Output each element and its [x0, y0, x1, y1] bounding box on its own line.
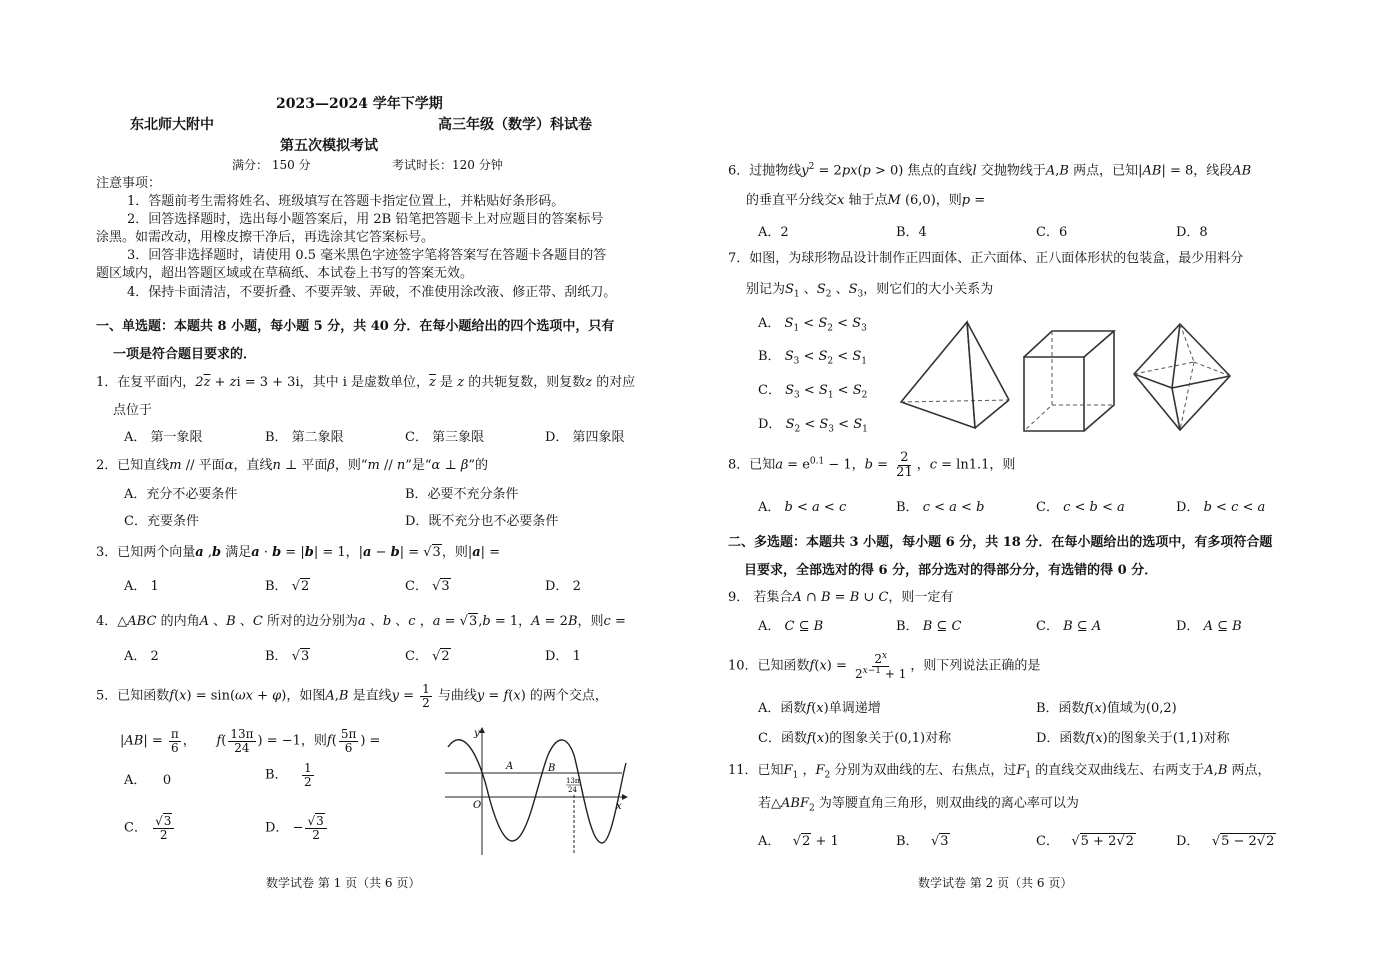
q6-stem-cont: 的垂直平分线交x 轴于点M (6,0)，则p =	[746, 193, 986, 208]
section-2-heading: 二、多选题：本题共 3 小题，每小题 6 分，共 18 分．在每小题给出的选项中，有多项符合题	[728, 535, 1273, 550]
q7-option-a: A． $S_1 < S_2 < S_3$	[758, 316, 867, 334]
q5-option-c: C． $\frac{√3}{2}$	[124, 815, 176, 841]
q6-option-c: C．6	[1036, 225, 1068, 240]
notes-title: 注意事项：	[96, 176, 162, 191]
q4-stem: 4．△ABC 的内角A 、B 、C 所对的边分别为a 、b 、c ，a = √3,b = 1，A = 2B，则c =	[96, 614, 626, 629]
q1-option-b: B． 第二象限	[265, 430, 344, 445]
q4-option-c: C． √2	[405, 649, 450, 664]
q9-option-d: D． A ⊆ B	[1176, 619, 1242, 634]
q5-option-d: D． − $\frac{√3}{2}$	[265, 815, 329, 841]
q9-option-c: C． B ⊆ A	[1036, 619, 1102, 634]
q2-option-a: A．充分不必要条件	[124, 487, 238, 502]
q6-option-a: A．2	[758, 225, 789, 240]
q5-graph-origin: O	[473, 800, 482, 811]
note-2-cont: 涂黑。如需改动，用橡皮擦干净后，再选涂其它答案标号。	[96, 230, 435, 245]
q9-stem: 9． 若集合A ∩ B = B ∪ C，则一定有	[728, 590, 954, 605]
q10-option-d: D．函数f(x)的图象关于(1,1)对称	[1036, 731, 1230, 746]
q5-graph-tick-num: 13π	[566, 777, 580, 785]
q2-option-d: D．既不充分也不必要条件	[405, 514, 559, 529]
q7-option-d: D． $S_2 < S_3 < S_1$	[758, 417, 868, 435]
q7-option-c: C． $S_3 < S_1 < S_2$	[758, 383, 868, 401]
note-3: 3．回答非选择题时，请使用 0.5 毫米黑色字迹签字笔将答案写在答题卡各题目的答	[127, 248, 607, 263]
q9-option-a: A． C ⊆ B	[758, 619, 824, 634]
cube-figure	[1020, 327, 1120, 437]
q3-option-b: B． √2	[265, 579, 310, 594]
section-1-heading: 一、单选题：本题共 8 小题，每小题 5 分，共 40 分．在每小题给出的四个选项中，只有	[96, 319, 615, 334]
q3-stem: 3．已知两个向量a ,b 满足a · b = |b| = 1，|a − b| = √3，则|a| =	[96, 545, 501, 560]
q2-stem: 2．已知直线m // 平面α，直线n ⊥ 平面β，则“m // n”是“α ⊥ β”的	[96, 458, 488, 473]
q3-option-d: D． 2	[545, 579, 581, 594]
q2-option-b: B．必要不充分条件	[405, 487, 519, 502]
q5-stem: 5．已知函数f(x) = sin(ωx + φ)，如图A,B 是直线y = $\frac{1}{2}$ 与曲线y = f(x) 的两个交点，	[96, 682, 608, 710]
tetrahedron-figure	[895, 318, 1015, 433]
q4-option-a: A． 2	[124, 649, 159, 664]
exam-subject: 高三年级（数学）科试卷	[438, 117, 592, 133]
q5-graph-point-a: A	[506, 761, 514, 772]
note-1: 1．答题前考生需将姓名、班级填写在答题卡指定位置上，并粘贴好条形码。	[127, 194, 565, 209]
section-1-heading-cont: 一项是符合题目要求的．	[113, 347, 257, 362]
q1-stem: 1．在复平面内，$2\overline{z}$ + zi = 3 + 3i，其中 i 是虚数单位，$\overline{z}$ 是 z 的共轭复数，则复数z 的对应	[96, 375, 636, 390]
note-4: 4．保持卡面清洁，不要折叠、不要弄皱、弄破，不准使用涂改液、修正带、刮纸刀。	[127, 285, 617, 300]
q8-option-a: A． b < a < c	[758, 500, 847, 515]
section-2-heading-cont: 目要求，全部选对的得 6 分，部分选对的得部分分，有选错的得 0 分．	[744, 563, 1158, 578]
q8-stem: 8．已知$a = e^{0.1} - 1$，b = $\frac{2}{21}$ ，c = ln1.1，则	[728, 450, 1016, 480]
q5-option-a: A． 0	[124, 773, 172, 788]
q6-option-b: B．4	[896, 225, 927, 240]
q6-stem: 6．过抛物线$y^2 = 2px(p > 0)$ 焦点的直线l 交抛物线于A,B 两点，已知|AB| = 8，线段AB	[728, 162, 1252, 179]
q10-stem: 10．已知函数f(x) = $\frac{2^x}{2^{x-1} + 1}$ ，则下列说法正确的是	[728, 651, 1041, 681]
q3-option-a: A． 1	[124, 579, 159, 594]
q11-option-b: B． √3	[896, 834, 949, 849]
footer-left: 数学试卷 第 1 页（共 6 页）	[266, 876, 421, 890]
q8-option-c: C． c < b < a	[1036, 500, 1125, 515]
exam-duration: 考试时长：120 分钟	[392, 158, 503, 172]
q4-option-b: B． √3	[265, 649, 310, 664]
q5-sine-graph	[440, 725, 630, 860]
q3-option-c: C． √3	[405, 579, 450, 594]
q4-option-d: D． 1	[545, 649, 581, 664]
q9-option-b: B． B ⊆ C	[896, 619, 962, 634]
full-score: 满分： 150 分	[232, 158, 311, 172]
q1-option-d: D． 第四象限	[545, 430, 625, 445]
q2-option-c: C．充要条件	[124, 514, 199, 529]
q1-option-c: C． 第三象限	[405, 430, 485, 445]
q11-option-c: C． √5 + 2√2	[1036, 834, 1134, 849]
q8-option-b: B． c < a < b	[896, 500, 985, 515]
q1-option-a: A． 第一象限	[124, 430, 203, 445]
q6-option-d: D．8	[1176, 225, 1208, 240]
q11-stem-cont: 若$\triangle ABF_2$ 为等腰直角三角形，则双曲线的离心率可以为	[758, 796, 1079, 814]
note-3-cont: 题区域内，超出答题区域或在草稿纸、本试卷上书写的答案无效。	[96, 266, 474, 281]
q7-stem: 7．如图，为球形物品设计制作正四面体、正六面体、正八面体形状的包装盒，最少用料分	[728, 251, 1244, 266]
note-2: 2．回答选择题时，选出每小题答案后，用 2B 铅笔把答题卡上对应题目的答案标号	[127, 212, 604, 227]
footer-right: 数学试卷 第 2 页（共 6 页）	[918, 876, 1073, 890]
q7-option-b: B． $S_3 < S_2 < S_1$	[758, 349, 867, 367]
q1-stem-cont: 点位于	[113, 403, 153, 418]
q5-graph-y-label: y	[474, 728, 480, 739]
octahedron-figure	[1130, 320, 1240, 435]
q10-option-a: A．函数f(x)单调递增	[758, 701, 881, 716]
q5-option-b: B． $\frac{1}{2}$	[265, 761, 312, 789]
q11-option-a: A． √2 + 1	[758, 834, 839, 849]
school-name: 东北师大附中	[130, 117, 214, 133]
exam-year: 2023—2024 学年下学期	[276, 96, 443, 112]
q10-option-b: B．函数f(x)值域为(0,2)	[1036, 701, 1177, 716]
q11-stem: 11．已知$F_1$ ，$F_2$ 分别为双曲线的左、右焦点，过$F_1$ 的直线交双曲线左、右两支于A,B 两点，	[728, 763, 1271, 781]
q5-graph-tick-den: 24	[568, 786, 577, 794]
q5-stem-cont: |AB| = $\frac{\pi}{6}$ ， f( $\frac{13\pi}{24}$ ) = −1，则f( $\frac{5\pi}{6}$ ) =	[120, 727, 381, 755]
q7-stem-cont: 别记为$S_1$ 、$S_2$ 、$S_3$，则它们的大小关系为	[746, 282, 994, 300]
q5-graph-point-b: B	[548, 763, 556, 774]
q8-option-d: D． b < c < a	[1176, 500, 1266, 515]
q11-option-d: D． √5 − 2√2	[1176, 834, 1275, 849]
q5-graph-x-label: x	[616, 801, 622, 812]
q10-option-c: C．函数f(x)的图象关于(0,1)对称	[758, 731, 952, 746]
exam-name: 第五次模拟考试	[280, 138, 378, 154]
